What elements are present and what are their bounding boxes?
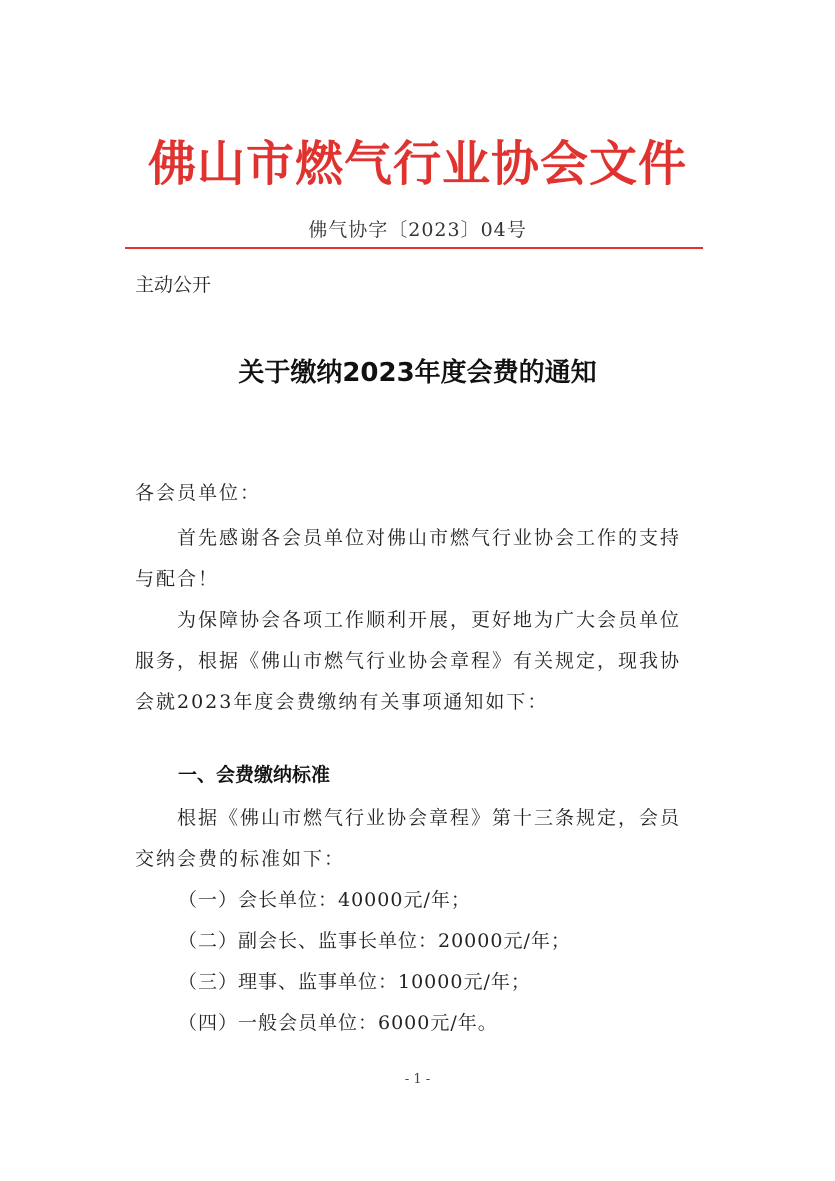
list-item: （一）会长单位：40000元/年； <box>178 889 471 911</box>
paragraph-purpose: 为保障协会各项工作顺利开展，更好地为广大会员单位服务，根据《佛山市燃气行业协会章程》有关规定，现我协会就2023年度会费缴纳有关事项通知如下： <box>135 609 682 713</box>
document-number: 佛气协字〔2023〕04号 <box>308 219 527 241</box>
section-intro: 根据《佛山市燃气行业协会章程》第十三条规定，会员交纳会费的标准如下： <box>135 807 682 870</box>
list-item: （四）一般会员单位：6000元/年。 <box>178 1012 498 1034</box>
page-number: - 1 - <box>404 1072 431 1087</box>
salutation: 各会员单位： <box>135 482 262 504</box>
fee-standard-list <box>178 880 571 1044</box>
paragraph-thanks: 首先感谢各会员单位对佛山市燃气行业协会工作的支持与配合！ <box>135 527 682 590</box>
list-item: （二）副会长、监事长单位：20000元/年； <box>178 930 571 952</box>
disclosure-label: 主动公开 <box>135 274 212 296</box>
org-header-title: 佛山市燃气行业协会文件 <box>147 136 687 192</box>
notice-title: 关于缴纳2023年度会费的通知 <box>238 358 597 388</box>
section-heading: 一、会费缴纳标准 <box>178 764 331 786</box>
list-item: （三）理事、监事单位：10000元/年； <box>178 971 531 993</box>
red-divider-rule <box>125 247 703 249</box>
